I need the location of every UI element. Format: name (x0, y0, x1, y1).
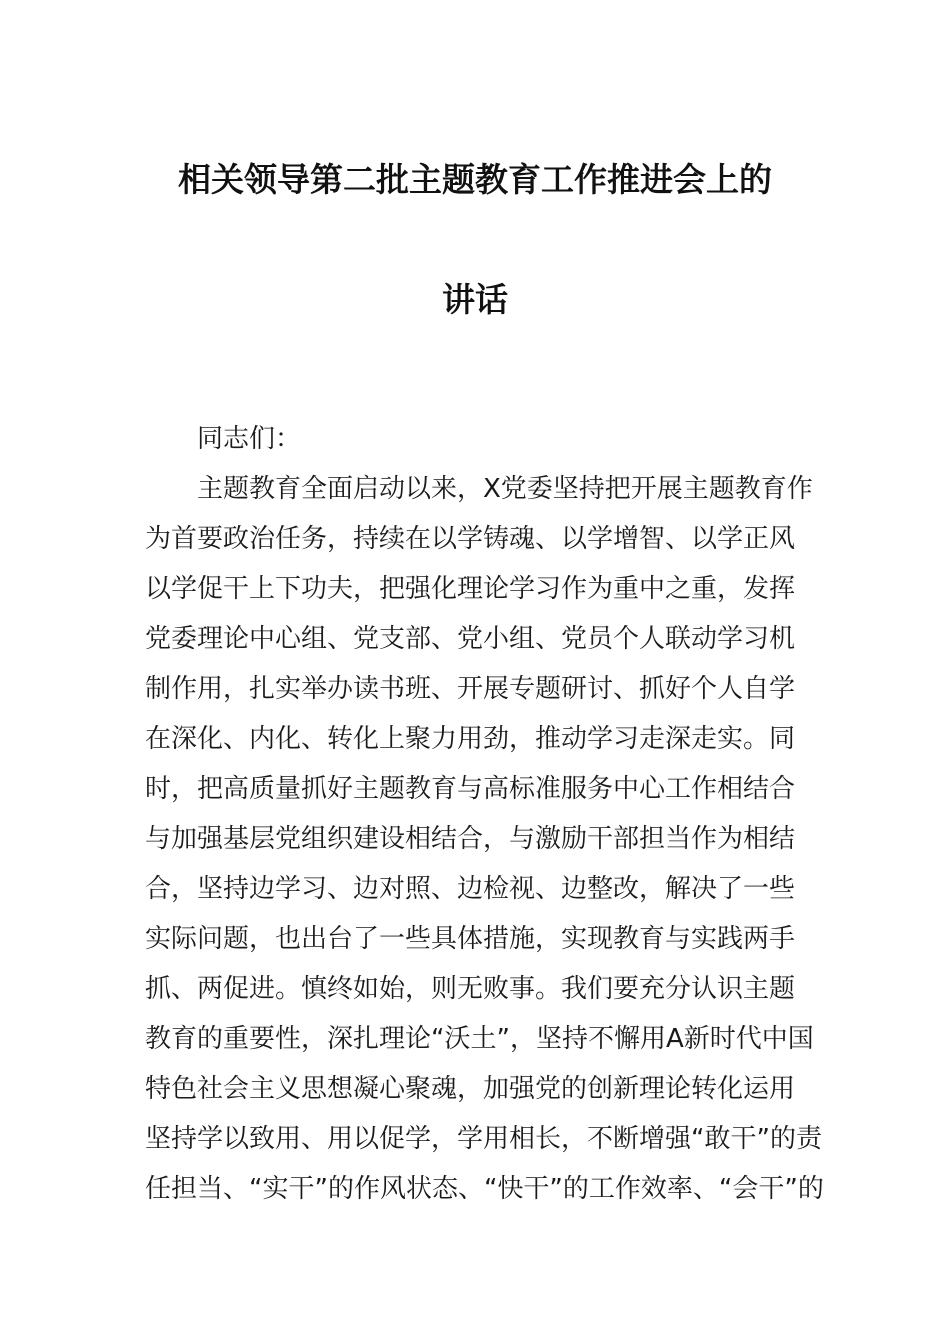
document-title-line-1: 相关领导第二批主题教育工作推进会上的 (178, 160, 772, 199)
body-line: 时，把高质量抓好主题教育与高标准服务中心工作相结合 (145, 774, 796, 804)
document-title-line-2: 讲话 (442, 280, 508, 319)
body-line: 制作用，扎实举办读书班、开展专题研讨、抓好个人自学 (145, 674, 796, 704)
body-line: 在深化、内化、转化上聚力用劲，推动学习走深走实。同 (145, 724, 796, 754)
body-line: 实际问题，也出台了一些具体措施，实现教育与实践两手 (145, 924, 796, 954)
body-line: 与加强基层党组织建设相结合，与激励干部担当作为相结 (145, 824, 796, 854)
body-line: 党委理论中心组、党支部、党小组、党员个人联动学习机 (145, 624, 796, 654)
body-line: 任担当、“实干”的作风状态、“快干”的工作效率、“会干”的 (145, 1174, 824, 1204)
body-line: 教育的重要性，深扎理论“沃土”，坚持不懈用A新时代中国 (145, 1024, 814, 1054)
body-line: 以学促干上下功夫，把强化理论学习作为重中之重，发挥 (145, 574, 796, 604)
salutation: 同志们： (197, 424, 302, 454)
body-line: 特色社会主义思想凝心聚魂，加强党的创新理论转化运用 (145, 1074, 796, 1104)
body-line: 坚持学以致用、用以促学，学用相长，不断增强“敢干”的责 (145, 1124, 822, 1154)
body-line: 主题教育全面启动以来，X党委坚持把开展主题教育作 (197, 474, 813, 504)
body-line: 为首要政治任务，持续在以学铸魂、以学增智、以学正风 (145, 524, 796, 554)
body-line: 抓、两促进。慎终如始，则无败事。我们要充分认识主题 (145, 974, 796, 1004)
document-body (145, 414, 824, 1214)
body-line: 合，坚持边学习、边对照、边检视、边整改，解决了一些 (145, 874, 796, 904)
